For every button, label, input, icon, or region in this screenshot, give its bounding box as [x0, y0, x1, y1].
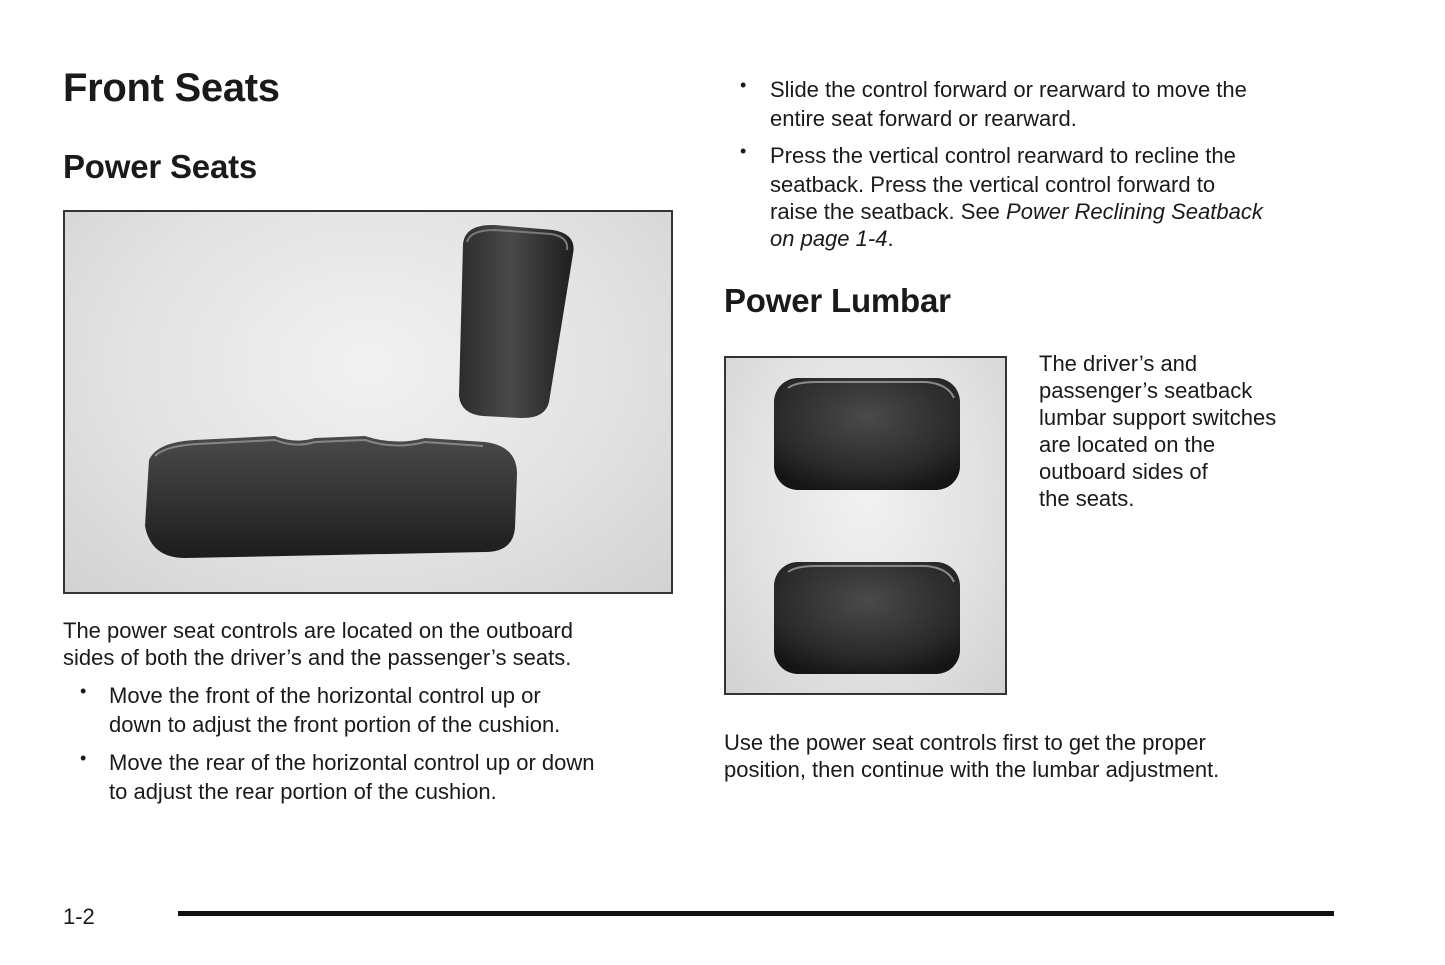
lumbar-usage-line-2: position, then continue with the lumbar adjustment. [724, 757, 1220, 782]
bullet-text-line-2: seatback. Press the vertical control forward to [770, 172, 1216, 197]
intro-paragraph-line-2: sides of both the driver’s and the passenger’s seats. [63, 645, 572, 670]
lumbar-description-line: The driver’s and [1039, 351, 1198, 376]
bullet-icon: • [740, 141, 747, 161]
bullet-icon: • [80, 681, 87, 701]
bullet-text-plain: raise the seatback. See [770, 199, 1007, 224]
bullet-text-line-2: to adjust the rear portion of the cushion. [109, 779, 497, 804]
power-lumbar-switches-image [726, 358, 1005, 693]
bullet-item-rear-cushion [80, 749, 660, 809]
section-heading-power-lumbar: Power Lumbar [724, 282, 951, 319]
bullet-text-line-1: Move the rear of the horizontal control up or down [109, 750, 595, 775]
power-seat-controls-image [65, 212, 671, 592]
power-lumbar-switches-illustration [724, 356, 1007, 695]
bullet-text-line-1: Slide the control forward or rearward to move the [770, 77, 1247, 102]
lumbar-description-line: the seats. [1039, 486, 1135, 511]
bullet-text-period: . [887, 226, 894, 251]
bullet-icon: • [740, 75, 747, 95]
lumbar-description-line: passenger’s seatback [1039, 378, 1253, 403]
lumbar-description-line: lumbar support switches [1039, 405, 1277, 430]
power-seat-controls-illustration [63, 210, 673, 594]
page-number: 1-2 [63, 904, 95, 929]
lumbar-description-line: outboard sides of [1039, 459, 1208, 484]
bullet-text-line-2: entire seat forward or rearward. [770, 106, 1077, 131]
section-heading-power-seats: Power Seats [63, 148, 258, 185]
intro-paragraph-line-1: The power seat controls are located on the outboard [63, 618, 573, 643]
bullet-item-front-cushion [80, 682, 660, 742]
bullet-icon: • [80, 748, 87, 768]
lumbar-usage-line-1: Use the power seat controls first to get the proper [724, 730, 1206, 755]
bullet-text-line-2: down to adjust the front portion of the cushion. [109, 712, 561, 737]
bullet-text-line-4 [770, 225, 894, 252]
cross-reference-page[interactable]: on page 1-4 [770, 226, 888, 251]
footer-rule [178, 911, 1334, 916]
bullet-text-line-3 [770, 198, 1263, 225]
bullet-item-slide-seat [740, 76, 1340, 136]
page-title: Front Seats [63, 66, 280, 110]
bullet-item-recline-seatback [740, 142, 1340, 257]
lumbar-description-line: are located on the [1039, 432, 1216, 457]
cross-reference-link-text[interactable]: Power Reclining Seatback [1006, 199, 1263, 224]
bullet-text-line-1: Press the vertical control rearward to recline the [770, 143, 1236, 168]
bullet-text-line-1: Move the front of the horizontal control up or [109, 683, 541, 708]
lumbar-description [1039, 350, 1276, 512]
